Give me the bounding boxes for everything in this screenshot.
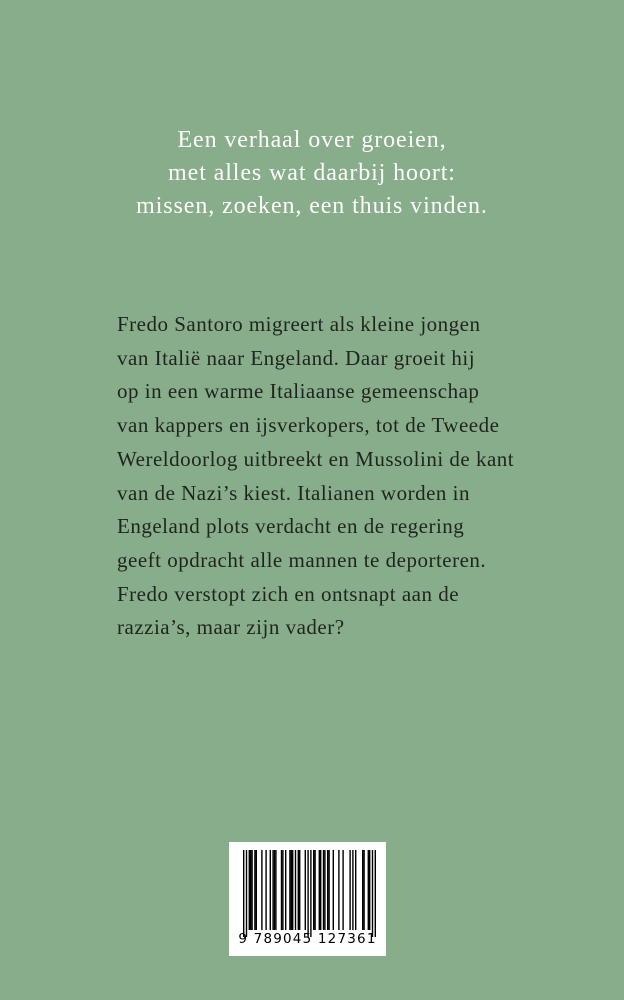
barcode-bar	[289, 850, 290, 930]
blurb-line: Fredo Santoro migreert als kleine jongen	[117, 312, 481, 336]
blurb-line: geeft opdracht alle mannen te deporteren.	[117, 547, 487, 572]
barcode-bar	[305, 850, 306, 930]
barcode-bar	[256, 850, 257, 930]
barcode-bar	[291, 850, 292, 930]
blurb-paragraph	[117, 308, 587, 645]
blurb-line: van kappers en ijsverkopers, tot de Tweede	[117, 413, 500, 438]
barcode-bar	[375, 850, 376, 937]
barcode-bar	[362, 850, 363, 930]
blurb-line: van Italië naar Engeland. Daar groeit hij	[117, 345, 476, 370]
barcode-bar	[265, 850, 266, 930]
barcode-bar	[310, 850, 311, 937]
tagline-line: Een verhaal over groeien,	[177, 127, 447, 153]
barcode-bar	[292, 850, 293, 930]
barcode-bar	[355, 850, 356, 930]
blurb-line: op in een warme Italiaanse gemeenschap	[117, 379, 480, 404]
barcode-bar	[314, 850, 315, 930]
barcode-bar	[281, 850, 282, 930]
blurb-line: Fredo verstopt zich en ontsnapt aan de	[117, 581, 460, 606]
barcode-bar	[352, 850, 353, 930]
barcode-bar	[319, 850, 320, 930]
isbn-number: 9 789045 127361	[238, 931, 377, 947]
barcode-bar	[251, 850, 252, 930]
blurb-line: van de Nazi’s kiest. Italianen worden in	[117, 480, 470, 505]
barcode-bar	[323, 850, 324, 930]
barcode-bar	[274, 850, 275, 930]
barcode-bar	[328, 850, 329, 930]
barcode-bar	[282, 850, 283, 930]
barcode-bar	[299, 850, 300, 930]
barcode-bar	[349, 850, 350, 930]
tagline-line: met alles wat daarbij hoort:	[168, 160, 456, 186]
barcode-bar	[369, 850, 370, 930]
barcode-bar	[368, 850, 369, 930]
barcode-bar	[285, 850, 286, 930]
barcode-bar	[250, 850, 251, 930]
barcode-bar	[313, 850, 314, 930]
barcode-bar	[249, 850, 250, 930]
barcode-bar	[372, 850, 373, 937]
barcode-bar	[327, 850, 328, 930]
barcode-bar	[270, 850, 271, 930]
barcode-bar	[324, 850, 325, 930]
tagline	[0, 124, 624, 223]
barcode-bar	[295, 850, 296, 930]
barcode-bar	[363, 850, 364, 930]
barcode-bar	[320, 850, 321, 930]
barcode-bar	[307, 850, 308, 937]
barcode-bar	[342, 850, 343, 930]
barcode-bar	[243, 850, 244, 937]
barcode-bar	[254, 850, 255, 930]
blurb-line: Engeland plots verdacht en de regering	[117, 514, 465, 539]
barcode-bar	[275, 850, 276, 930]
barcode-bar	[338, 850, 339, 930]
barcode-bar	[272, 850, 273, 930]
isbn-barcode	[229, 842, 386, 956]
blurb-line: Wereldoorlog uitbreekt en Mussolini de kant	[117, 446, 515, 471]
tagline-line: missen, zoeken, een thuis vinden.	[136, 193, 488, 219]
barcode-bar	[298, 850, 299, 930]
blurb-line: razzia’s, maar zijn vader?	[117, 615, 345, 640]
barcode-bar	[333, 850, 334, 930]
barcode-bar	[246, 850, 247, 937]
barcode-bar	[261, 850, 262, 930]
